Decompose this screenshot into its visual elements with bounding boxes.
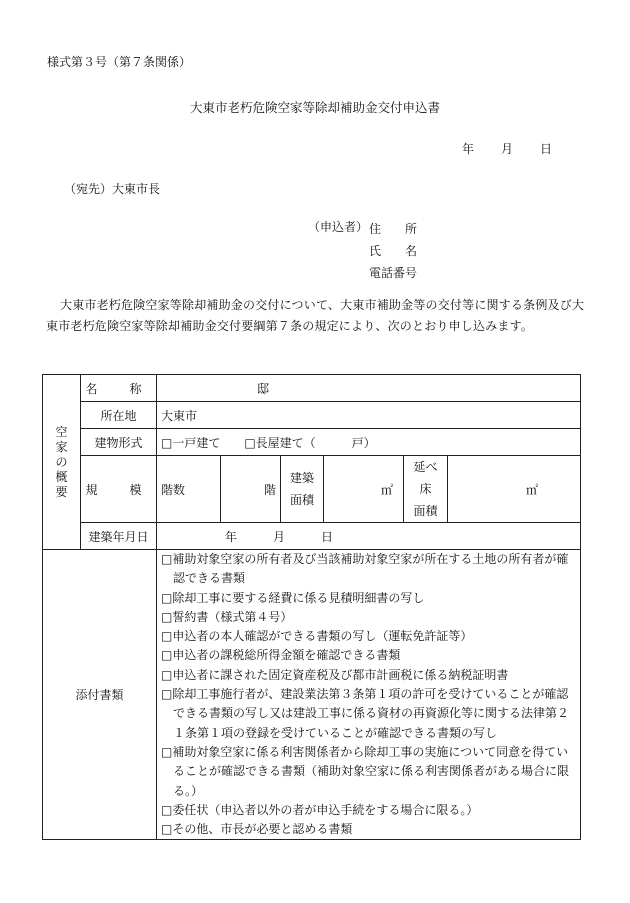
- floors-label: 階数: [157, 456, 221, 523]
- floor-area-unit: ㎡: [526, 482, 539, 497]
- application-date: [462, 140, 579, 157]
- name-field[interactable]: [157, 375, 581, 402]
- building-area-unit: ㎡: [380, 482, 393, 497]
- applicant-phone-field[interactable]: 電話番号: [369, 266, 418, 280]
- built-date-value: 年 月 日: [225, 529, 334, 544]
- attachment-item-3[interactable]: □誓約書（様式第４号）: [161, 609, 293, 624]
- attachment-item-2[interactable]: □除却工事に要する経費に係る見積明細書の写し: [161, 590, 425, 605]
- addressee: （宛先）大東市長: [64, 182, 161, 196]
- form-title: 大東市老朽危険空家等除却補助金交付申込書: [189, 100, 440, 115]
- floor-area-field[interactable]: [448, 456, 581, 523]
- location-label: 所在地: [81, 402, 157, 429]
- intro-text: 大東市老朽危険空家等除却補助金の交付について、大東市補助金等の交付等に関する条例及び大東市老朽危険空家等除却補助金交付要綱第７条の規定により、次のとおり申し込みます。: [46, 298, 585, 333]
- floors-field[interactable]: 階: [221, 456, 281, 523]
- location-field[interactable]: 大東市: [157, 402, 581, 429]
- built-date-label: 建築年月日: [81, 523, 157, 550]
- name-label: 名 称: [81, 375, 157, 402]
- building-area-label: 建築 面積: [281, 456, 324, 523]
- attachment-item-8[interactable]: □補助対象空家に係る利害関係者から除却工事の実施について同意を得ていることが確認できる書類（補助対象空家に係る利害関係者がある場合に限る。）: [161, 744, 570, 798]
- attachment-item-7[interactable]: □除却工事施行者が、建設業法第３条第１項の許可を受けていることが確認できる書類の写し又は建設工事に係る資材の再資源化等に関する法律第２１条第１項の登録を受けていることが確認できる書類の写し: [161, 687, 570, 740]
- attachment-item-5[interactable]: □申込者の課税総所得金額を確認できる書類: [161, 648, 401, 663]
- attachment-item-4[interactable]: □申込者の本人確認ができる書類の写し（運転免許証等）: [161, 629, 473, 644]
- applicant-address-field[interactable]: 住 所: [369, 222, 418, 236]
- building-type-label: 建物形式: [81, 429, 157, 456]
- attachment-item-10[interactable]: □その他、市長が必要と認める書類: [161, 822, 353, 837]
- application-table: [42, 374, 581, 840]
- floor-area-label: 延べ床 面積: [404, 456, 448, 523]
- date-year: 年: [462, 142, 475, 156]
- scale-label: 規 模: [81, 456, 157, 523]
- building-area-field[interactable]: [324, 456, 404, 523]
- attachments-list: [157, 550, 581, 840]
- applicant-fields: [369, 218, 417, 284]
- attachment-item-6[interactable]: □申込者に課された固定資産税及び都市計画税に係る納税証明書: [161, 667, 509, 682]
- applicant-name-field[interactable]: 氏 名: [369, 244, 418, 258]
- attachment-item-9[interactable]: □委任状（申込者以外の者が申込手続をする場合に限る。）: [161, 802, 479, 817]
- form-number: 様式第３号（第７条関係）: [47, 55, 192, 69]
- attachment-item-1[interactable]: □補助対象空家の所有者及び当該補助対象空家が所在する土地の所有者が確認できる書類: [161, 552, 569, 586]
- name-suffix: 邸: [257, 381, 270, 396]
- date-month: 月: [501, 142, 514, 156]
- attachments-label: 添付書類: [43, 550, 157, 840]
- building-type-field[interactable]: □一戸建て □長屋建て（ 戸）: [157, 429, 581, 456]
- built-date-field[interactable]: [157, 523, 581, 550]
- house-section-label: 空家の概要: [43, 375, 81, 550]
- applicant-label: （申込者）: [308, 220, 369, 234]
- date-day: 日: [540, 142, 553, 156]
